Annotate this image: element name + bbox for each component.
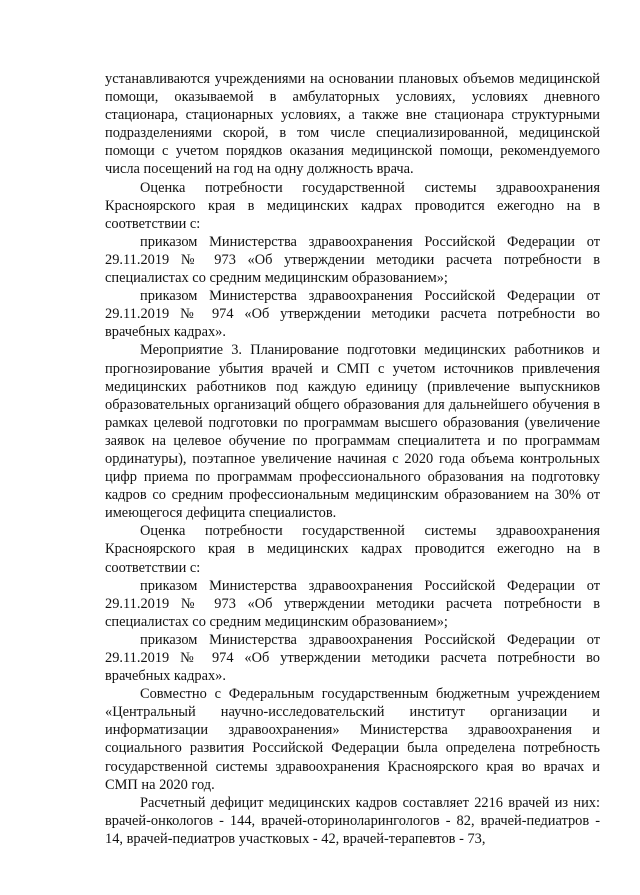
- paragraph-order-974: приказом Министерства здравоохранения Российской Федерации от 29.11.2019 № 974 «Об утверждении методики расчета потребности во врачебных кадрах».: [105, 288, 600, 341]
- paragraph-order-973: приказом Министерства здравоохранения Российской Федерации от 29.11.2019 № 973 «Об утверждении методики расчета потребности в специалистах со средним медицинским образованием»;: [105, 233, 600, 287]
- paragraph-planning-volumes: устанавливаются учреждениями на основании плановых объемов медицинской помощи, оказываемой в амбулаторных условиях, условиях дневного стационара, стационарных условиях, а также вне стационара структурными подразделениями скорой, в том числе специализированной, медицинской помощи с учетом порядков оказания медицинской помощи, рекомендуемого числа посещений на год на одну должность врача.: [105, 71, 600, 178]
- paragraph-needs-assessment-repeat: Оценка потребности государственной системы здравоохранения Красноярского края в медицинских кадрах проводится ежегодно на в соответствии с:: [105, 523, 600, 576]
- paragraph-measure-3: Мероприятие 3. Планирование подготовки медицинских работников и прогнозирование убытия врачей и СМП с учетом источников привлечения медицинских работников под каждую единицу (привлечение выпускников образовательных организаций общего образования для дальнейшего обучения в рамках целевой подготовки по программам высшего образования (увеличение заявок на целевое обучение по программам специалитета и по программам ординатуры), поэтапное увеличение начиная с 2020 года объема контрольных цифр приема по программам профессионального образования на подготовку кадров со средним профессиональным медицинским образованием на 30% от имеющегося дефицита специалистов.: [105, 342, 600, 522]
- paragraph-order-973-repeat: приказом Министерства здравоохранения Российской Федерации от 29.11.2019 № 973 «Об утверждении методики расчета потребности в специалистах со средним медицинским образованием»;: [105, 577, 600, 630]
- paragraph-joint-assessment: Совместно с Федеральным государственным бюджетным учреждением «Центральный научно-исследовательский институт организации и информатизации здравоохранения» Министерства здравоохранения и социального развития Российской Федерации была определена потребность государственной системы здравоохранения Красноярского края во врачах и СМП на 2020 год.: [105, 686, 600, 793]
- paragraph-staff-deficit: Расчетный дефицит медицинских кадров составляет 2216 врачей из них: врачей-онкологов - 144, врачей-оториноларингологов - 82, врачей-педиатров - 14, врачей-педиатров участковых - 42, врачей-терапевтов - 73,: [105, 794, 600, 847]
- document-page: [105, 70, 600, 848]
- paragraph-order-974-repeat: приказом Министерства здравоохранения Российской Федерации от 29.11.2019 № 974 «Об утверждении методики расчета потребности во врачебных кадрах».: [105, 631, 600, 685]
- paragraph-needs-assessment: Оценка потребности государственной системы здравоохранения Красноярского края в медицинских кадрах проводится ежегодно на в соответствии с:: [105, 179, 600, 232]
